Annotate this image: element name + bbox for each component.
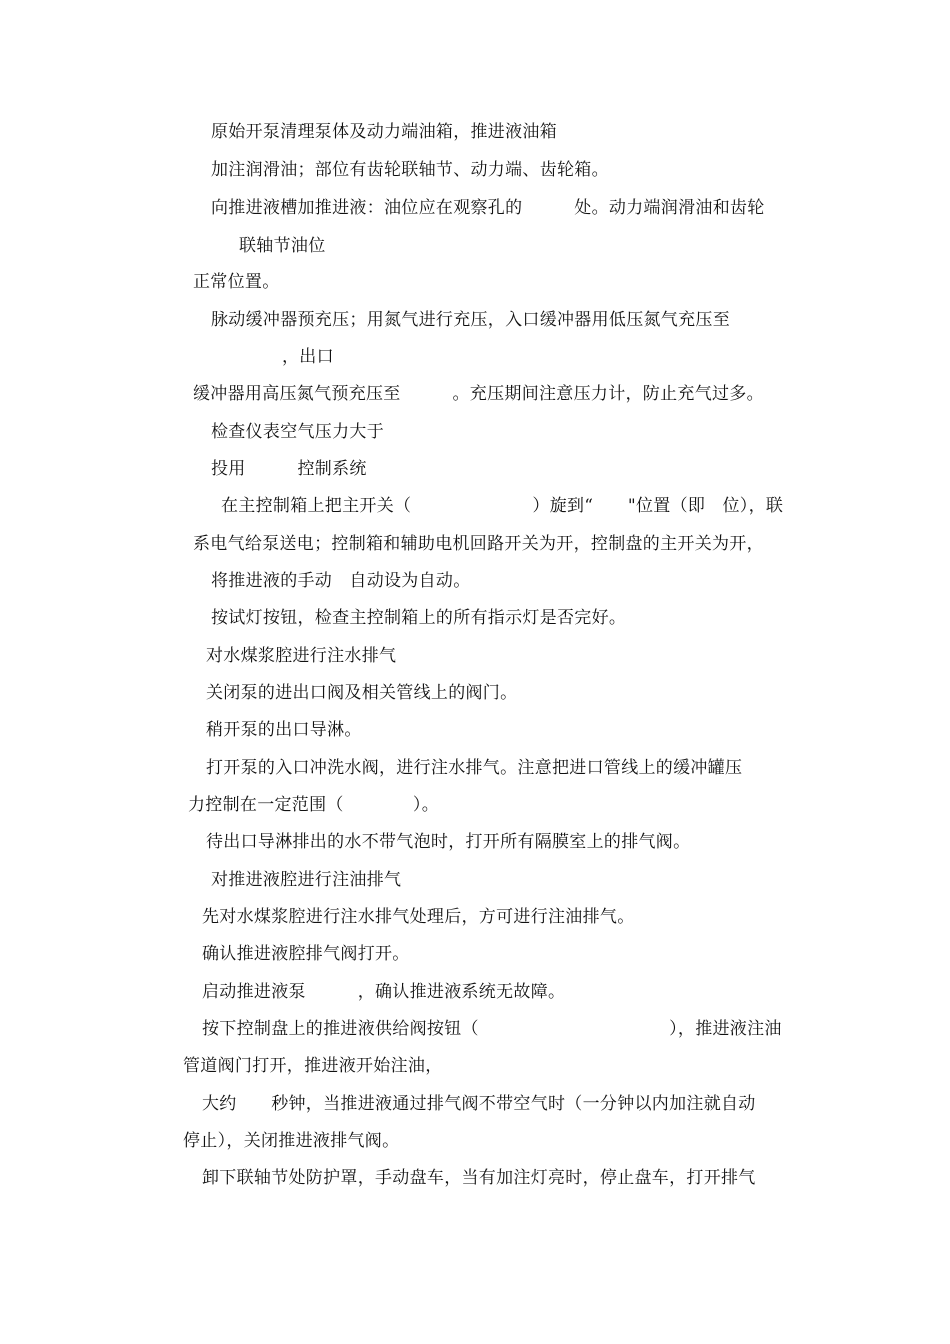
text-line: 确认推进液腔排气阀打开。 <box>202 944 410 964</box>
text-line: 加注润滑油；部位有齿轮联轴节、动力端、齿轮箱。 <box>211 160 609 180</box>
text-line: 先对水煤浆腔进行注水排气处理后，方可进行注油排气。 <box>202 907 635 927</box>
text-line: 按下控制盘上的推进液供给阀按钮（ ），推进液注油 <box>202 1019 782 1039</box>
text-line: 关闭泵的进出口阀及相关管线上的阀门。 <box>206 683 518 703</box>
text-line: 向推进液槽加推进液：油位应在观察孔的 处。动力端润滑油和齿轮 <box>211 198 765 218</box>
text-line: 缓冲器用高压氮气预充压至 。充压期间注意压力计，防止充气过多。 <box>193 384 764 404</box>
text-line: 联轴节油位 <box>239 236 326 256</box>
text-line: 力控制在一定范围（ ）。 <box>188 795 439 815</box>
text-line: 将推进液的手动 自动设为自动。 <box>211 571 471 591</box>
text-line: 大约 秒钟，当推进液通过排气阀不带空气时（一分钟以内加注就自动 <box>202 1094 756 1114</box>
text-line: 原始开泵清理泵体及动力端油箱，推进液油箱 <box>211 122 557 142</box>
text-line: 投用 控制系统 <box>211 459 367 479</box>
text-line: 正常位置。 <box>193 272 280 292</box>
text-line: 系电气给泵送电；控制箱和辅助电机回路开关为开，控制盘的主开关为开， <box>193 534 764 554</box>
text-line: 管道阀门打开，推进液开始注油， <box>183 1056 443 1076</box>
text-line: 打开泵的入口冲洗水阀，进行注水排气。注意把进口管线上的缓冲罐压 <box>206 758 743 778</box>
text-line: 按试灯按钮，检查主控制箱上的所有指示灯是否完好。 <box>211 608 627 628</box>
text-line: 待出口导淋排出的水不带气泡时，打开所有隔膜室上的排气阀。 <box>206 832 691 852</box>
text-line: 卸下联轴节处防护罩，手动盘车，当有加注灯亮时，停止盘车，打开排气 <box>202 1168 756 1188</box>
text-line: ，出口 <box>282 347 334 367</box>
text-line: 稍开泵的出口导淋。 <box>206 720 362 740</box>
text-line: 对水煤浆腔进行注水排气 <box>206 646 397 666</box>
text-line: 对推进液腔进行注油排气 <box>211 870 402 890</box>
text-line: 脉动缓冲器预充压；用氮气进行充压，入口缓冲器用低压氮气充压至 <box>211 310 730 330</box>
text-line: 检查仪表空气压力大于 <box>211 422 384 442</box>
text-line: 停止），关闭推进液排气阀。 <box>183 1131 400 1151</box>
text-line: 在主控制箱上把主开关（ ）旋到“ "位置（即 位），联 <box>221 496 784 516</box>
text-line: 启动推进液泵 ，确认推进液系统无故障。 <box>202 982 566 1002</box>
